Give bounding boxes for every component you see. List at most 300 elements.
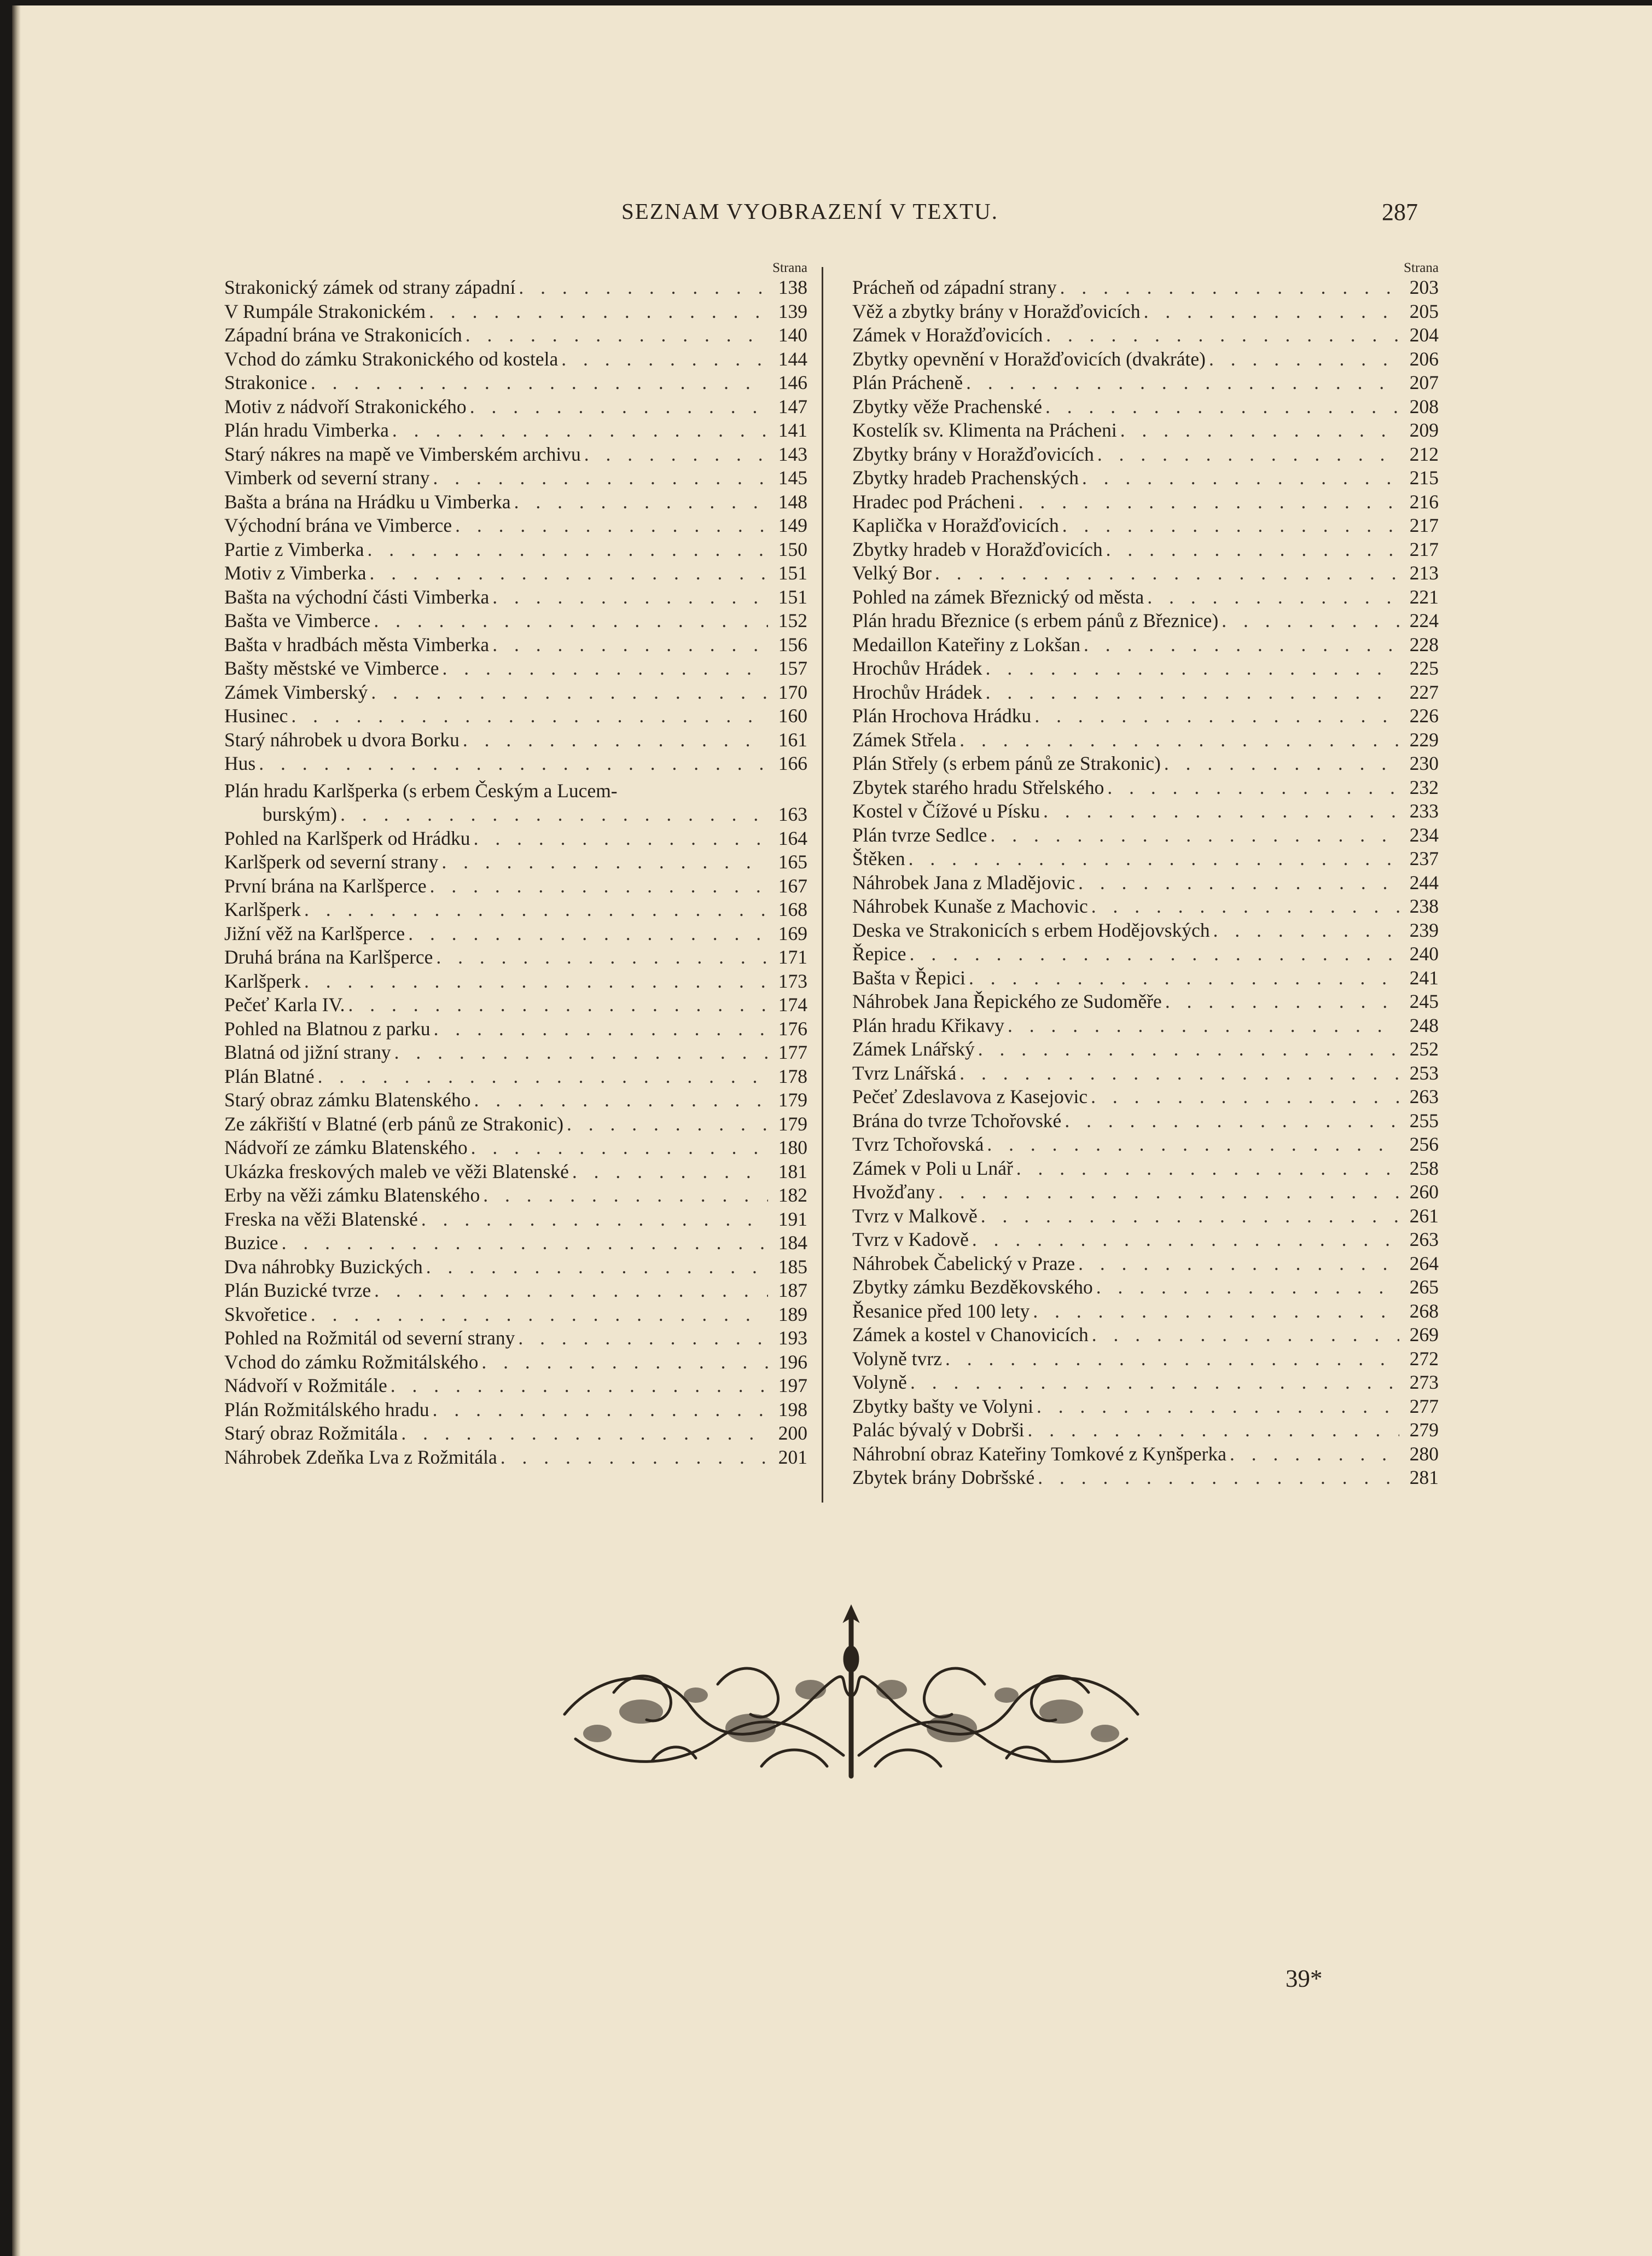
- list-item: [852, 561, 1439, 585]
- dot-leader: [430, 874, 768, 898]
- entry-page: 265: [1409, 1276, 1439, 1298]
- list-item: [852, 752, 1439, 776]
- list-item: [224, 1088, 807, 1112]
- entry-title: Starý obraz Rožmitála: [224, 1422, 398, 1444]
- entry-page: 197: [778, 1375, 807, 1396]
- list-item: [852, 1347, 1439, 1371]
- entry-page: 248: [1409, 1014, 1439, 1036]
- list-item: [852, 919, 1439, 943]
- dot-leader: [938, 1180, 1399, 1204]
- entry-page: 260: [1409, 1181, 1439, 1203]
- list-item: [852, 633, 1439, 657]
- entry-title: Hrochův Hrádek: [852, 681, 982, 703]
- list-item: [852, 990, 1439, 1014]
- dot-leader: [1091, 895, 1399, 919]
- entry-title: Zámek v Poli u Lnář: [852, 1157, 1013, 1179]
- list-item: [224, 538, 807, 562]
- page-number: 287: [1382, 199, 1418, 225]
- entry-page: 193: [778, 1327, 807, 1349]
- entry-page: 212: [1409, 443, 1439, 465]
- entry-title: Tvrz Lnářská: [852, 1062, 957, 1084]
- dot-leader: [340, 803, 768, 827]
- list-item: [224, 1017, 807, 1041]
- decorative-ornament-icon: [554, 1602, 1149, 1783]
- list-item: [852, 323, 1439, 347]
- dot-leader: [436, 946, 768, 970]
- dot-leader: [986, 657, 1399, 681]
- entry-page: 277: [1409, 1395, 1439, 1417]
- entry-page: 166: [778, 752, 807, 774]
- entry-title: Bašta na východní části Vimberka: [224, 585, 490, 608]
- entry-title: Plán Blatné: [224, 1065, 315, 1087]
- entry-page: 256: [1409, 1133, 1439, 1155]
- list-item: [224, 490, 807, 514]
- list-item: [224, 609, 807, 633]
- list-item: [224, 1398, 807, 1422]
- entry-page: 239: [1409, 919, 1439, 941]
- list-item: [224, 1160, 807, 1184]
- entry-title: Štěken: [852, 848, 905, 869]
- list-item: [852, 1300, 1439, 1324]
- entry-page: 206: [1409, 347, 1439, 370]
- entry-page: 163: [778, 803, 807, 825]
- list-item: [852, 895, 1439, 919]
- dot-leader: [1165, 990, 1399, 1014]
- list-item: [852, 776, 1439, 800]
- entry-page: 143: [778, 443, 807, 465]
- dot-leader: [391, 1374, 768, 1398]
- entry-page: 146: [778, 372, 807, 393]
- entry-page: 245: [1409, 990, 1439, 1012]
- entry-title: Plán hradu Vimberka: [224, 419, 389, 441]
- dot-leader: [1213, 919, 1399, 943]
- dot-leader: [501, 1446, 768, 1470]
- entry-title: Palác bývalý v Dobrši: [852, 1419, 1025, 1441]
- list-item: [852, 823, 1439, 848]
- dot-leader: [1038, 1466, 1399, 1490]
- entry-page: 182: [778, 1184, 807, 1206]
- dot-leader: [1037, 1395, 1399, 1419]
- dot-leader: [1078, 1252, 1399, 1276]
- list-item: [224, 561, 807, 585]
- entry-page: 201: [778, 1446, 807, 1468]
- entry-page: 140: [778, 324, 807, 346]
- entry-page: 240: [1409, 943, 1439, 965]
- dot-leader: [1164, 752, 1399, 776]
- list-item: [224, 300, 807, 324]
- dot-leader: [304, 898, 768, 922]
- entry-page: 173: [778, 970, 807, 992]
- entry-title: Bašta a brána na Hrádku u Vimberka: [224, 490, 511, 513]
- entry-page: 180: [778, 1136, 807, 1158]
- dot-leader: [433, 466, 768, 490]
- entry-title: Pohled na Karlšperk od Hrádku: [224, 827, 470, 849]
- entry-page: 191: [778, 1208, 807, 1230]
- entry-page: 176: [778, 1017, 807, 1040]
- dot-leader: [368, 538, 769, 562]
- entry-title: Plán hradu Karlšperka (s erbem Českým a Lucem-: [224, 779, 618, 802]
- dot-leader: [291, 704, 768, 728]
- entry-title: Partie z Vimberka: [224, 538, 364, 560]
- entry-title: Tvrz v Kadově: [852, 1228, 969, 1250]
- entry-title: Pohled na Blatnou z parku: [224, 1017, 431, 1040]
- list-item: [224, 922, 807, 946]
- list-item: [852, 1466, 1439, 1490]
- dot-leader: [434, 1017, 768, 1041]
- entry-page: 152: [778, 610, 807, 631]
- dot-leader: [374, 1279, 768, 1303]
- entry-title: Karlšperk: [224, 970, 301, 992]
- dot-leader: [1106, 538, 1399, 562]
- list-item: [224, 1231, 807, 1255]
- dot-leader: [987, 1133, 1399, 1157]
- list-item: [852, 1371, 1439, 1395]
- entry-title: Zámek Střela: [852, 728, 957, 751]
- dot-leader: [990, 823, 1399, 848]
- entry-page: 258: [1409, 1157, 1439, 1179]
- right-entry-list: [852, 276, 1439, 1490]
- entry-title: Prácheň od západní strany: [852, 276, 1057, 298]
- entry-page: 213: [1409, 562, 1439, 584]
- dot-leader: [572, 1160, 768, 1184]
- entry-title: Volyně tvrz: [852, 1347, 942, 1370]
- entry-title: V Rumpále Strakonickém: [224, 300, 426, 322]
- entry-page: 273: [1409, 1371, 1439, 1393]
- dot-leader: [259, 752, 768, 776]
- entry-page: 229: [1409, 728, 1439, 751]
- entry-title: Pohled na Rožmitál od severní strany: [224, 1327, 515, 1349]
- entry-page: 272: [1409, 1347, 1439, 1370]
- dot-leader: [492, 633, 768, 657]
- dot-leader: [1078, 871, 1399, 895]
- entry-title: Blatná od jižní strany: [224, 1041, 391, 1063]
- list-item: [852, 1252, 1439, 1276]
- dot-leader: [471, 1136, 768, 1160]
- list-item: [224, 704, 807, 728]
- entry-title: Pečeť Zdeslavova z Kasejovic: [852, 1086, 1088, 1107]
- list-item: [852, 1157, 1439, 1181]
- entry-title: Hradec pod Prácheni: [852, 490, 1015, 513]
- dot-leader: [910, 1371, 1399, 1395]
- dot-leader: [1084, 633, 1399, 657]
- list-item: [224, 371, 807, 395]
- list-item: [224, 1422, 807, 1446]
- entry-title: Erby na věži zámku Blatenského: [224, 1184, 480, 1206]
- list-item: [852, 1204, 1439, 1228]
- entry-title: Velký Bor: [852, 562, 932, 584]
- entry-title: Hrochův Hrádek: [852, 657, 982, 679]
- dot-leader: [1065, 1109, 1399, 1133]
- dot-leader: [981, 1204, 1399, 1228]
- list-item: [224, 1065, 807, 1089]
- entry-title: Náhrobek Jana z Mladějovic: [852, 871, 1075, 894]
- entry-title: Ukázka freskových maleb ve věži Blatenské: [224, 1160, 569, 1182]
- dot-leader: [492, 585, 768, 610]
- entry-title: Nádvoří v Rožmitále: [224, 1375, 387, 1396]
- entry-page: 238: [1409, 895, 1439, 917]
- dot-leader: [518, 1326, 768, 1350]
- dot-leader: [421, 1208, 768, 1232]
- left-index-column: [224, 260, 807, 1469]
- entry-title: Zbytky hradeb Prachenských: [852, 467, 1079, 489]
- entry-title: burským): [263, 803, 338, 825]
- left-entry-list-continued: [224, 827, 807, 1470]
- list-item: [852, 1133, 1439, 1157]
- entry-page: 168: [778, 898, 807, 920]
- list-item: [224, 728, 807, 752]
- list-item: [852, 847, 1439, 871]
- list-item: [224, 443, 807, 467]
- entry-page: 179: [778, 1112, 807, 1135]
- dot-leader: [1045, 395, 1399, 419]
- dot-leader: [304, 970, 768, 994]
- dot-leader: [374, 609, 768, 633]
- entry-title: Náhrobek Jana Řepického ze Sudoměře: [852, 990, 1162, 1012]
- entry-page: 139: [778, 300, 807, 322]
- list-item-multiline-second: [224, 803, 807, 827]
- entry-page: 228: [1409, 633, 1439, 656]
- dot-leader: [1060, 276, 1399, 300]
- dot-leader: [1092, 1323, 1399, 1347]
- dot-leader: [935, 561, 1399, 585]
- entry-page: 237: [1409, 848, 1439, 869]
- left-entry-list: [224, 276, 807, 776]
- entry-page: 261: [1409, 1204, 1439, 1227]
- dot-leader: [969, 966, 1399, 990]
- entry-title: Kostelík sv. Klimenta na Prácheni: [852, 419, 1117, 441]
- entry-title: Strakonický zámek od strany západní: [224, 276, 516, 298]
- entry-title: Ze zákřiští v Blatné (erb pánů ze Strakonic): [224, 1112, 564, 1135]
- entry-page: 164: [778, 827, 807, 849]
- dot-leader: [1019, 490, 1399, 514]
- entry-page: 165: [778, 851, 807, 873]
- list-item: [224, 827, 807, 851]
- list-item: [224, 1208, 807, 1232]
- entry-title: Východní brána ve Vimberce: [224, 514, 452, 536]
- entry-page: 177: [778, 1041, 807, 1063]
- dot-leader: [1096, 1275, 1399, 1300]
- entry-title: Tvrz Tchořovská: [852, 1133, 984, 1155]
- list-item: [224, 514, 807, 538]
- entry-page: 185: [778, 1255, 807, 1278]
- list-item: [852, 514, 1439, 538]
- list-item: [852, 966, 1439, 990]
- list-item: [852, 466, 1439, 490]
- dot-leader: [463, 728, 768, 752]
- entry-title: Náhrobní obraz Kateřiny Tomkové z Kynšperka: [852, 1442, 1226, 1465]
- entry-title: Skvořetice: [224, 1303, 307, 1325]
- list-item: [224, 1279, 807, 1303]
- dot-leader: [584, 443, 768, 467]
- dot-leader: [1016, 1157, 1399, 1181]
- entry-title: Pohled na zámek Březnický od města: [852, 585, 1144, 608]
- entry-page: 200: [778, 1422, 807, 1444]
- list-item: [852, 1395, 1439, 1419]
- entry-title: Nádvoří ze zámku Blatenského: [224, 1136, 468, 1158]
- entry-title: První brána na Karlšperce: [224, 874, 427, 897]
- dot-leader: [429, 300, 768, 324]
- list-item: [852, 419, 1439, 443]
- dot-leader: [481, 1350, 768, 1375]
- dot-leader: [978, 1037, 1399, 1062]
- entry-page: 208: [1409, 395, 1439, 417]
- list-item: [852, 443, 1439, 467]
- dot-leader: [1028, 1418, 1399, 1442]
- dot-leader: [1008, 1014, 1399, 1038]
- entry-title: Zbytky brány v Horažďovicích: [852, 443, 1094, 465]
- entry-page: 230: [1409, 752, 1439, 774]
- dot-leader: [959, 728, 1399, 752]
- entry-page: 144: [778, 347, 807, 370]
- dot-leader: [1147, 585, 1399, 610]
- entry-title: Motiv z Vimberka: [224, 562, 367, 584]
- entry-title: Pečeť Karla IV.: [224, 994, 345, 1016]
- dot-leader: [443, 657, 768, 681]
- entry-page: 244: [1409, 871, 1439, 894]
- entry-page: 161: [778, 728, 807, 751]
- dot-leader: [483, 1184, 768, 1208]
- entry-title: Zámek v Horažďovicích: [852, 324, 1043, 346]
- list-item: [852, 1014, 1439, 1038]
- list-item: [224, 1374, 807, 1398]
- entry-page: 179: [778, 1089, 807, 1111]
- entry-title: Hus: [224, 752, 256, 774]
- entry-page: 184: [778, 1232, 807, 1254]
- dot-leader: [371, 681, 768, 705]
- dot-leader: [433, 1398, 768, 1422]
- list-item: [224, 874, 807, 898]
- list-item: [224, 347, 807, 372]
- entry-page: 227: [1409, 681, 1439, 703]
- entry-page: 233: [1409, 800, 1439, 822]
- list-item: [852, 609, 1439, 633]
- list-item: [224, 1041, 807, 1065]
- list-item: [224, 466, 807, 490]
- dot-leader: [474, 827, 768, 851]
- entry-page: 203: [1409, 276, 1439, 298]
- dot-leader: [1062, 514, 1399, 538]
- list-item: [852, 1228, 1439, 1252]
- entry-page: 167: [778, 874, 807, 897]
- dot-leader: [1107, 776, 1399, 800]
- entry-page: 171: [778, 946, 807, 968]
- list-item: [852, 1418, 1439, 1442]
- entry-page: 151: [778, 585, 807, 608]
- entry-title: Starý obraz zámku Blatenského: [224, 1089, 471, 1111]
- dot-leader: [959, 1062, 1399, 1086]
- entry-title: Plán Prácheně: [852, 372, 963, 393]
- entry-title: Plán Rožmitálského hradu: [224, 1398, 429, 1420]
- list-item: [852, 1180, 1439, 1204]
- entry-title: Jižní věž na Karlšperce: [224, 922, 405, 944]
- entry-page: 151: [778, 562, 807, 584]
- entry-title: Kaplička v Horažďovicích: [852, 514, 1059, 536]
- dot-leader: [318, 1065, 768, 1089]
- dot-leader: [282, 1231, 768, 1255]
- list-item: [852, 538, 1439, 562]
- entry-title: Náhrobek Čabelický v Praze: [852, 1252, 1075, 1274]
- entry-page: 205: [1409, 300, 1439, 322]
- dot-leader: [1230, 1442, 1399, 1466]
- list-item: [852, 276, 1439, 300]
- entry-title: Vchod do zámku Strakonického od kostela: [224, 347, 559, 370]
- entry-title: Zbytky opevnění v Horažďovicích (dvakráte): [852, 347, 1206, 370]
- entry-title: Zámek Lnářský: [852, 1038, 975, 1060]
- entry-title: Starý nákres na mapě ve Vimberském archivu: [224, 443, 581, 465]
- list-item: [224, 395, 807, 419]
- entry-title: Plán Hrochova Hrádku: [852, 705, 1032, 727]
- dot-leader: [1144, 300, 1399, 324]
- entry-title: Bašta ve Vimberce: [224, 610, 371, 631]
- page-spine-shadow: [12, 5, 21, 2256]
- dot-leader: [910, 942, 1399, 966]
- dot-leader: [1209, 347, 1399, 372]
- dot-leader: [455, 514, 768, 538]
- list-item: [852, 942, 1439, 966]
- dot-leader: [311, 371, 768, 395]
- list-item: [224, 1184, 807, 1208]
- dot-leader: [966, 371, 1399, 395]
- entry-page: 252: [1409, 1038, 1439, 1060]
- list-item: [224, 1350, 807, 1375]
- entry-page: 160: [778, 705, 807, 727]
- list-item: [852, 728, 1439, 752]
- entry-page: 150: [778, 538, 807, 560]
- list-item: [224, 1303, 807, 1327]
- entry-title: Karlšperk: [224, 898, 301, 920]
- entry-title: Řepice: [852, 943, 906, 965]
- entry-page: 255: [1409, 1109, 1439, 1132]
- right-index-column: [852, 260, 1439, 1490]
- entry-page: 169: [778, 922, 807, 944]
- entry-page: 170: [778, 681, 807, 703]
- entry-title: Vimberk od severní strany: [224, 467, 430, 489]
- list-item: [852, 871, 1439, 895]
- list-item: [852, 1062, 1439, 1086]
- entry-title: Dva náhrobky Buzických: [224, 1255, 423, 1278]
- entry-title: Brána do tvrze Tchořovské: [852, 1109, 1062, 1132]
- column-divider: [822, 267, 823, 1503]
- dot-leader: [909, 847, 1399, 871]
- entry-title: Strakonice: [224, 372, 307, 393]
- dot-leader: [311, 1303, 768, 1327]
- dot-leader: [1097, 443, 1399, 467]
- entry-title: Zbytky zámku Bezděkovského: [852, 1276, 1093, 1298]
- list-item: [224, 898, 807, 922]
- list-item: [852, 1275, 1439, 1300]
- entry-page: 147: [778, 395, 807, 417]
- entry-page: 189: [778, 1303, 807, 1325]
- entry-page: 217: [1409, 538, 1439, 560]
- entry-page: 178: [778, 1065, 807, 1087]
- strana-label: Strana: [1404, 260, 1439, 275]
- list-item: [852, 490, 1439, 514]
- list-item: [224, 1136, 807, 1160]
- entry-page: 156: [778, 633, 807, 656]
- list-item: [224, 850, 807, 874]
- list-item: [852, 1109, 1439, 1133]
- entry-page: 221: [1409, 585, 1439, 608]
- entry-title: Plán Střely (s erbem pánů ze Strakonic): [852, 752, 1161, 774]
- entry-page: 157: [778, 657, 807, 679]
- entry-title: Věž a zbytky brány v Horažďovicích: [852, 300, 1141, 322]
- entry-title: Tvrz v Malkově: [852, 1204, 978, 1227]
- entry-title: Bašta v hradbách města Vimberka: [224, 633, 490, 656]
- list-item: [852, 1442, 1439, 1466]
- entry-title: Zbytky bašty ve Volyni: [852, 1395, 1034, 1417]
- entry-page: 263: [1409, 1228, 1439, 1250]
- entry-page: 268: [1409, 1300, 1439, 1322]
